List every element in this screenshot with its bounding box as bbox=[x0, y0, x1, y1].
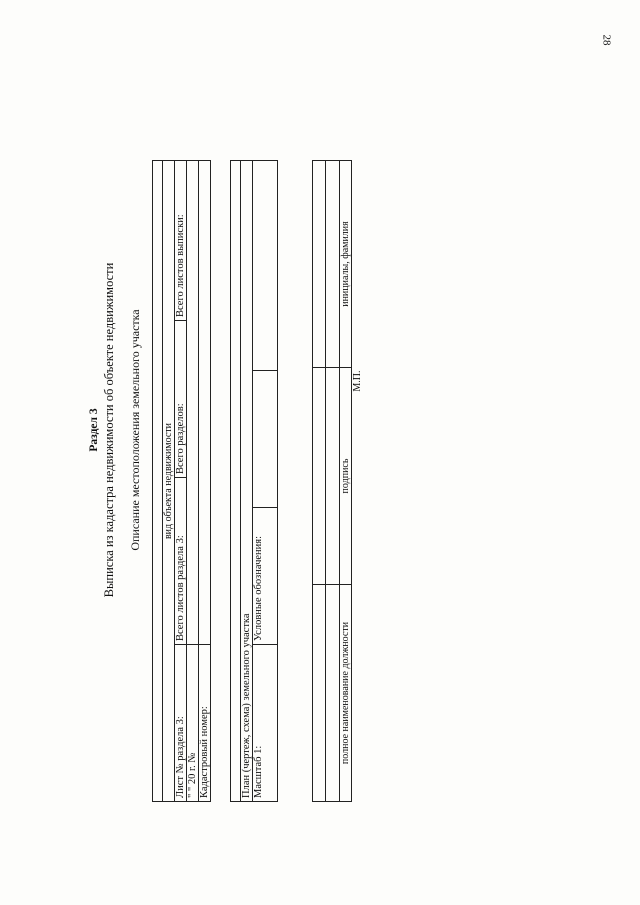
blank-cell bbox=[313, 585, 326, 802]
position-caption: полное наименование должности bbox=[340, 585, 352, 802]
document-title: Выписка из кадастра недвижимости об объекте недвижимости bbox=[102, 262, 116, 598]
signature-table bbox=[312, 160, 363, 802]
signature-cell bbox=[326, 368, 340, 585]
date-number-value bbox=[187, 161, 199, 645]
blank-cell bbox=[313, 161, 326, 368]
section-heading: Раздел 3 bbox=[88, 408, 100, 452]
blank-cell bbox=[313, 368, 326, 585]
signature-caption: подпись bbox=[340, 368, 352, 585]
total-sheets-extract-cell: Всего листов выписки: bbox=[175, 161, 187, 321]
legend-item-cell bbox=[253, 161, 278, 371]
total-sheets-section-cell: Всего листов раздела 3: bbox=[175, 478, 187, 645]
blank-row bbox=[153, 161, 163, 802]
cadastral-number-label: Кадастровый номер: bbox=[199, 645, 211, 802]
blank-row bbox=[231, 161, 241, 802]
document-subtitle: Описание местоположения земельного участка bbox=[128, 309, 142, 551]
sheet-number-cell: Лист № раздела 3: bbox=[175, 645, 187, 802]
total-sections-cell: Всего разделов: bbox=[175, 321, 187, 478]
position-cell bbox=[326, 585, 340, 802]
extract-info-table bbox=[152, 160, 211, 802]
plan-table bbox=[230, 160, 278, 802]
plan-label-cell: План (чертеж, схема) земельного участка bbox=[241, 161, 253, 802]
rotated-page bbox=[40, 40, 600, 820]
stamp-label: М.П. bbox=[352, 370, 363, 392]
cadastral-number-value bbox=[199, 161, 211, 645]
object-type-cell: вид объекта недвижимости bbox=[163, 161, 175, 802]
name-cell bbox=[326, 161, 340, 368]
date-number-cell: " " 20 г. № bbox=[187, 645, 199, 802]
scale-cell: Масштаб 1: bbox=[253, 645, 278, 802]
legend-item-cell bbox=[253, 371, 278, 508]
page-number: 28 bbox=[600, 34, 613, 46]
legend-cell: Условные обозначения: bbox=[253, 508, 278, 645]
name-caption: инициалы, фамилия bbox=[340, 161, 352, 368]
